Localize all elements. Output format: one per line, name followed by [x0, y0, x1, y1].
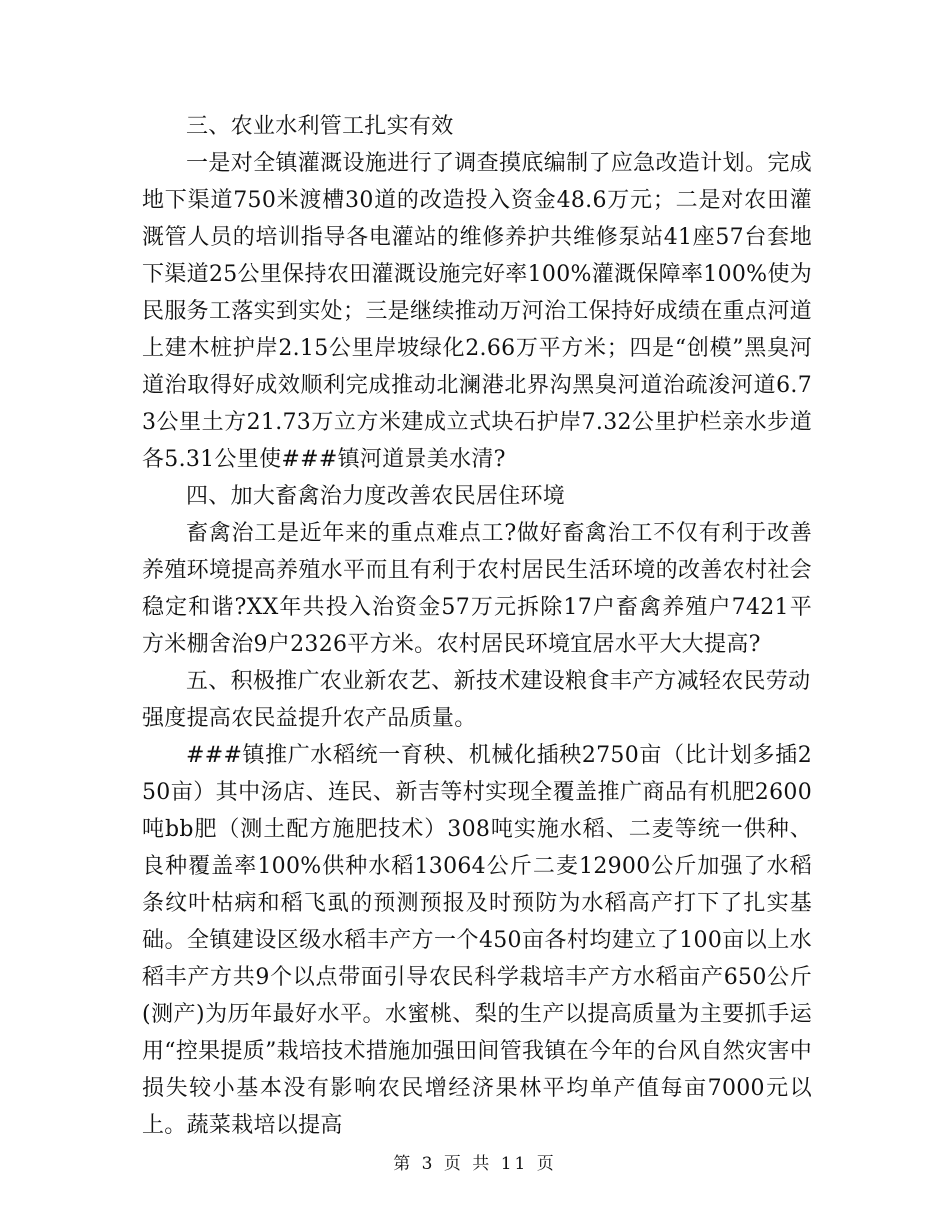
paragraph-irrigation: 一是对全镇灌溉设施进行了调查摸底编制了应急改造计划。完成地下渠道750米渡槽30道的改造投入资金48.6万元；二是对农田灌溉管人员的培训指导各电灌站的维修养护共维修泵站41座57台套地下渠道25公里保持农田灌溉设施完好率100%灌溉保障率100%使为民服务工落实到实处；三是继续推动万河治工保持好成绩在重点河道上建木桩护岸2.15公里岸坡绿化2.66万平方米；四是“创模”黑臭河道治取得好成效顺利完成推动北澜港北界沟黑臭河道治疏浚河道6.73公里土方21.73万立方米建成立式块石护岸7.32公里护栏亲水步道各5.31公里使###镇河道景美水清?	[142, 151, 812, 472]
page-number-footer: 第 3 页 共 11 页	[393, 1154, 557, 1174]
section-heading-irrigation: 三、农业水利管工扎实有效	[186, 114, 454, 139]
section-heading-agri-tech: 五、积极推广农业新农艺、新技术建设粮食丰产方减轻农民劳动强度提高农民益提升农产品质量。	[142, 669, 811, 731]
section-heading-livestock: 四、加大畜禽治力度改善农民居住环境	[186, 484, 566, 509]
paragraph-agri-tech: ###镇推广水稻统一育秧、机械化插秧2750亩（比计划多插250亩）其中汤店、连民、新吉等村实现全覆盖推广商品有机肥2600吨bb肥（测土配方施肥技术）308吨实施水稻、二麦等统一供种、良种覆盖率100%供种水稻13064公斤二麦12900公斤加强了水稻条纹叶枯病和稻飞虱的预测预报及时预防为水稻高产打下了扎实基础。全镇建设区级水稻丰产方一个450亩各村均建立了100亩以上水稻丰产方共9个以点带面引导农民科学栽培丰产方水稻亩产650公斤(测产)为历年最好水平。水蜜桃、梨的生产以提高质量为主要抓手运用“控果提质”栽培技术措施加强田间管我镇在今年的台风自然灾害中损失较小基本没有影响农民增经济果林平均单产值每亩7000元以上。蔬菜栽培以提高	[142, 743, 812, 1138]
document-body	[142, 108, 812, 1144]
paragraph-livestock: 畜禽治工是近年来的重点难点工?做好畜禽治工不仅有利于改善养殖环境提高养殖水平而且有利于农村居民生活环境的改善农村社会稳定和谐?XX年共投入治资金57万元拆除17户畜禽养殖户7421平方米棚舍治9户2326平方米。农村居民环境宜居水平大大提高?	[142, 521, 812, 657]
